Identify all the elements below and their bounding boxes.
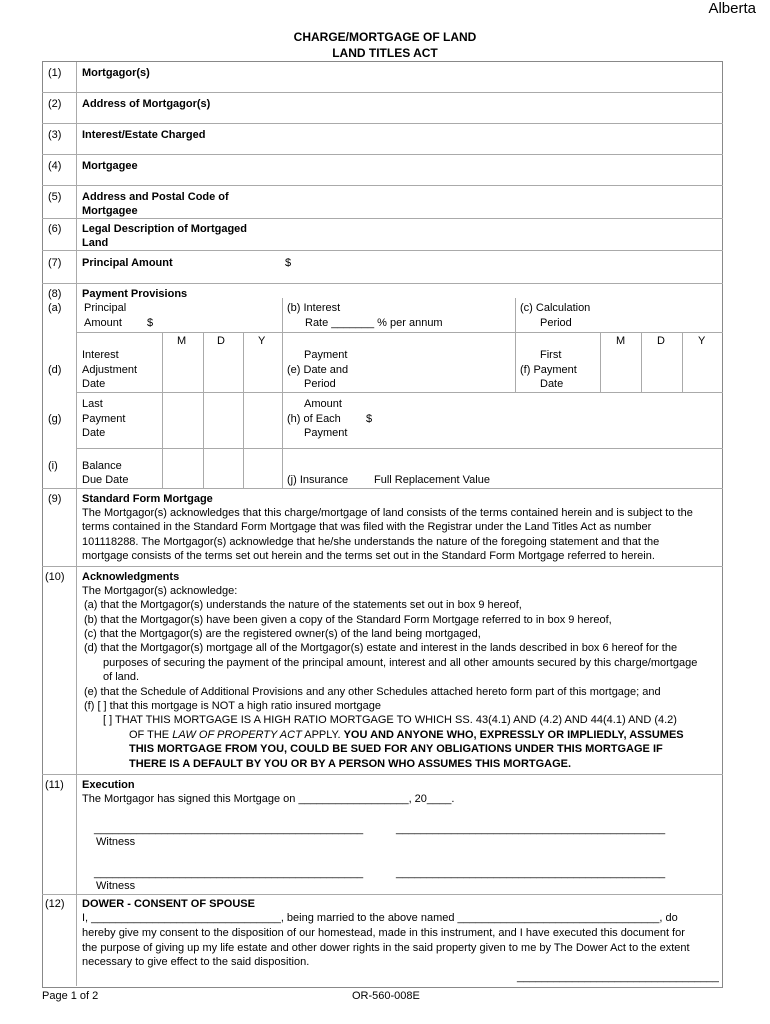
high-ratio-checkbox[interactable]: [ ] THAT THIS MORTGAGE IS A HIGH RATIO MORTGAGE TO WHICH SS. 43(4.1) AND (4.2) AND 44(4.1) AND (4.2) (103, 714, 677, 726)
row-number: (7) (48, 257, 62, 269)
ack-intro: The Mortgagor(s) acknowledge: (82, 585, 238, 597)
dower-text[interactable]: I, _______________________________, being married to the above named _________________________________, do (82, 912, 678, 924)
calculation-label: (c) Calculation (520, 302, 591, 314)
row-number: (6) (48, 223, 62, 235)
balance-due-label-2: Due Date (82, 474, 129, 486)
row-divider (42, 123, 723, 124)
row-divider (42, 283, 723, 284)
interest-adj-label-3: Date (82, 378, 106, 390)
interest-rate-label: (b) Interest (287, 302, 341, 314)
grid-line (282, 298, 283, 488)
ack-item: (b) that the Mortgagor(s) have been given a copy of the Standard Form Mortgage referred to in box 9 hereof, (84, 614, 612, 626)
row-divider (42, 774, 723, 775)
principal-label: Principal (84, 302, 127, 314)
grid-line (76, 332, 723, 333)
grid-line (203, 332, 204, 488)
first-payment-label-2: (f) Payment (520, 364, 577, 376)
row-divider (42, 154, 723, 155)
insurance-value: Full Replacement Value (374, 474, 490, 486)
row-divider (42, 566, 723, 567)
interest-adj-label: Interest (82, 349, 119, 361)
grid-line (162, 332, 163, 488)
last-payment-label-3: Date (82, 427, 106, 439)
month-header: M (177, 335, 187, 347)
calculation-period-label: Period (540, 317, 572, 329)
ack-warning-bold: YOU AND ANYONE WHO, EXPRESSLY OR IMPLIEDLY, ASSUMES (343, 729, 684, 741)
row-number: (11) (45, 779, 64, 791)
grid-line (243, 332, 244, 488)
payment-date-label: Payment (304, 349, 348, 361)
signature-line[interactable]: ____________________________________________ (94, 867, 364, 879)
principal-amount-label: Principal Amount (82, 257, 173, 269)
dower-text: necessary to give effect to the said disposition. (82, 956, 310, 968)
payment-provisions-title: Payment Provisions (82, 288, 188, 300)
first-payment-label-3: Date (540, 378, 564, 390)
grid-line (641, 332, 642, 392)
ack-item: (e) that the Schedule of Additional Provisions and any other Schedules attached hereto form part of this mortgage; and (84, 686, 661, 698)
sec9-text: The Mortgagor(s) acknowledges that this charge/mortgage of land consists of the terms contained herein and is subject to the (82, 507, 693, 519)
spouse-signature-line[interactable]: _________________________________ (517, 971, 719, 983)
ack-warning-bold: THIS MORTGAGE FROM YOU, COULD BE SUED FOR ANY OBLIGATIONS UNDER THIS MORTGAGE IF (129, 743, 663, 755)
legal-description-label-2: Land (82, 237, 109, 249)
execution-date-field[interactable]: The Mortgagor has signed this Mortgage on __________________, 20____. (82, 793, 455, 805)
year-header: Y (698, 335, 706, 347)
mortgagor-address-label: Address of Mortgagor(s) (82, 98, 211, 110)
sub-number: (d) (48, 364, 62, 376)
sec9-text: mortgage consists of the terms set out herein and the terms set out in the Standard Form Mortgage referred to herein. (82, 550, 655, 562)
row-divider (42, 185, 723, 186)
row-number: (12) (45, 898, 65, 910)
interest-estate-label: Interest/Estate Charged (82, 129, 206, 141)
law-of-property-act: LAW OF PROPERTY ACT (172, 729, 302, 741)
dower-title: DOWER - CONSENT OF SPOUSE (82, 898, 255, 910)
grid-line (76, 392, 723, 393)
sec9-text: 101118288. The Mortgagor(s) acknowledge that he/she understands the nature of the foregoing statement and that the (82, 536, 660, 548)
first-payment-label: First (540, 349, 562, 361)
row-number: (4) (48, 160, 62, 172)
ack-item: (c) that the Mortgagor(s) are the registered owner(s) of the land being mortgaged, (84, 628, 481, 640)
balance-due-label: Balance (82, 460, 122, 472)
last-payment-label: Last (82, 398, 103, 410)
execution-title: Execution (82, 779, 135, 791)
ack-warning (129, 728, 684, 743)
row-divider (42, 488, 723, 489)
payment-date-label-2: (e) Date and (287, 364, 349, 376)
signature-line[interactable]: ____________________________________________ (396, 867, 666, 879)
currency-symbol: $ (366, 413, 373, 425)
legal-description-label: Legal Description of Mortgaged (82, 223, 248, 235)
ack-warning-bold: THERE IS A DEFAULT BY YOU OR BY A PERSON WHO ASSUMES THIS MORTGAGE. (129, 758, 572, 770)
row-number: (5) (48, 191, 62, 203)
witness-label: Witness (96, 880, 136, 892)
sub-number: (g) (48, 413, 62, 425)
dower-text: the purpose of giving up my life estate and other dower rights in the said property given to me by The Dower Act to the extent (82, 942, 690, 954)
ack-item: purposes of securing the payment of the principal amount, interest and all other amounts secured by this charge/mortgage (103, 657, 698, 669)
ack-warning-part: APPLY. (301, 729, 344, 741)
currency-symbol: $ (147, 317, 154, 329)
acknowledgments-title: Acknowledgments (82, 571, 180, 583)
form-subtitle: LAND TITLES ACT (332, 46, 438, 60)
grid-line (76, 448, 723, 449)
form-title: CHARGE/MORTGAGE OF LAND (293, 30, 477, 44)
day-header: D (217, 335, 225, 347)
grid-line (600, 332, 601, 392)
row-divider (42, 92, 723, 93)
insurance-label: (j) Insurance (287, 474, 349, 486)
payment-date-label-3: Period (304, 378, 336, 390)
signature-line[interactable]: ____________________________________________ (94, 823, 364, 835)
year-header: Y (258, 335, 266, 347)
amount-each-label: Amount (304, 398, 342, 410)
dower-text: hereby give my consent to the disposition of our homestead, made in this instrument, and I have executed this document for (82, 927, 685, 939)
standard-form-title: Standard Form Mortgage (82, 493, 213, 505)
row-number: (3) (48, 129, 62, 141)
sec9-text: terms contained in the Standard Form Mortgage that was filed with the Registrar under the Land Titles Act as number (82, 521, 652, 533)
day-header: D (657, 335, 665, 347)
row-number: (9) (48, 493, 62, 505)
form-number: OR-560-008E (352, 990, 420, 1002)
row-number: (8) (48, 288, 62, 300)
row-divider (42, 218, 723, 219)
interest-adj-label-2: Adjustment (82, 364, 138, 376)
mortgagor-label: Mortgagor(s) (82, 67, 150, 79)
mortgagee-label: Mortgagee (82, 160, 138, 172)
currency-symbol: $ (285, 257, 292, 269)
interest-rate-field[interactable]: Rate _______ % per annum (305, 317, 443, 329)
row-number: (1) (48, 67, 62, 79)
sub-number: (a) (48, 302, 62, 314)
row-divider (42, 250, 723, 251)
not-high-ratio-checkbox[interactable]: (f) [ ] that this mortgage is NOT a high ratio insured mortgage (84, 700, 381, 712)
ack-item: (a) that the Mortgagor(s) understands the nature of the statements set out in box 9 hereof, (84, 599, 522, 611)
number-column-divider (76, 62, 77, 986)
ack-warning-part: OF THE (129, 729, 173, 741)
grid-line (682, 332, 683, 392)
ack-item: (d) that the Mortgagor(s) mortgage all of the Mortgagor(s) estate and interest in the lands described in box 6 hereof for the (84, 642, 678, 654)
mortgagee-address-label-2: Mortgagee (82, 205, 138, 217)
province-label: Alberta (708, 0, 756, 17)
last-payment-label-2: Payment (82, 413, 126, 425)
grid-line (515, 298, 516, 392)
amount-each-label-2: (h) of Each (287, 413, 341, 425)
row-number: (2) (48, 98, 62, 110)
amount-label: Amount (84, 317, 122, 329)
row-divider (42, 894, 723, 895)
row-number: (10) (45, 571, 65, 583)
signature-line[interactable]: ____________________________________________ (396, 823, 666, 835)
page-number: Page 1 of 2 (42, 990, 99, 1002)
mortgagee-address-label: Address and Postal Code of (82, 191, 229, 203)
month-header: M (616, 335, 626, 347)
witness-label: Witness (96, 836, 136, 848)
amount-each-label-3: Payment (304, 427, 348, 439)
sub-number: (i) (48, 460, 58, 472)
ack-item: of land. (103, 671, 140, 683)
